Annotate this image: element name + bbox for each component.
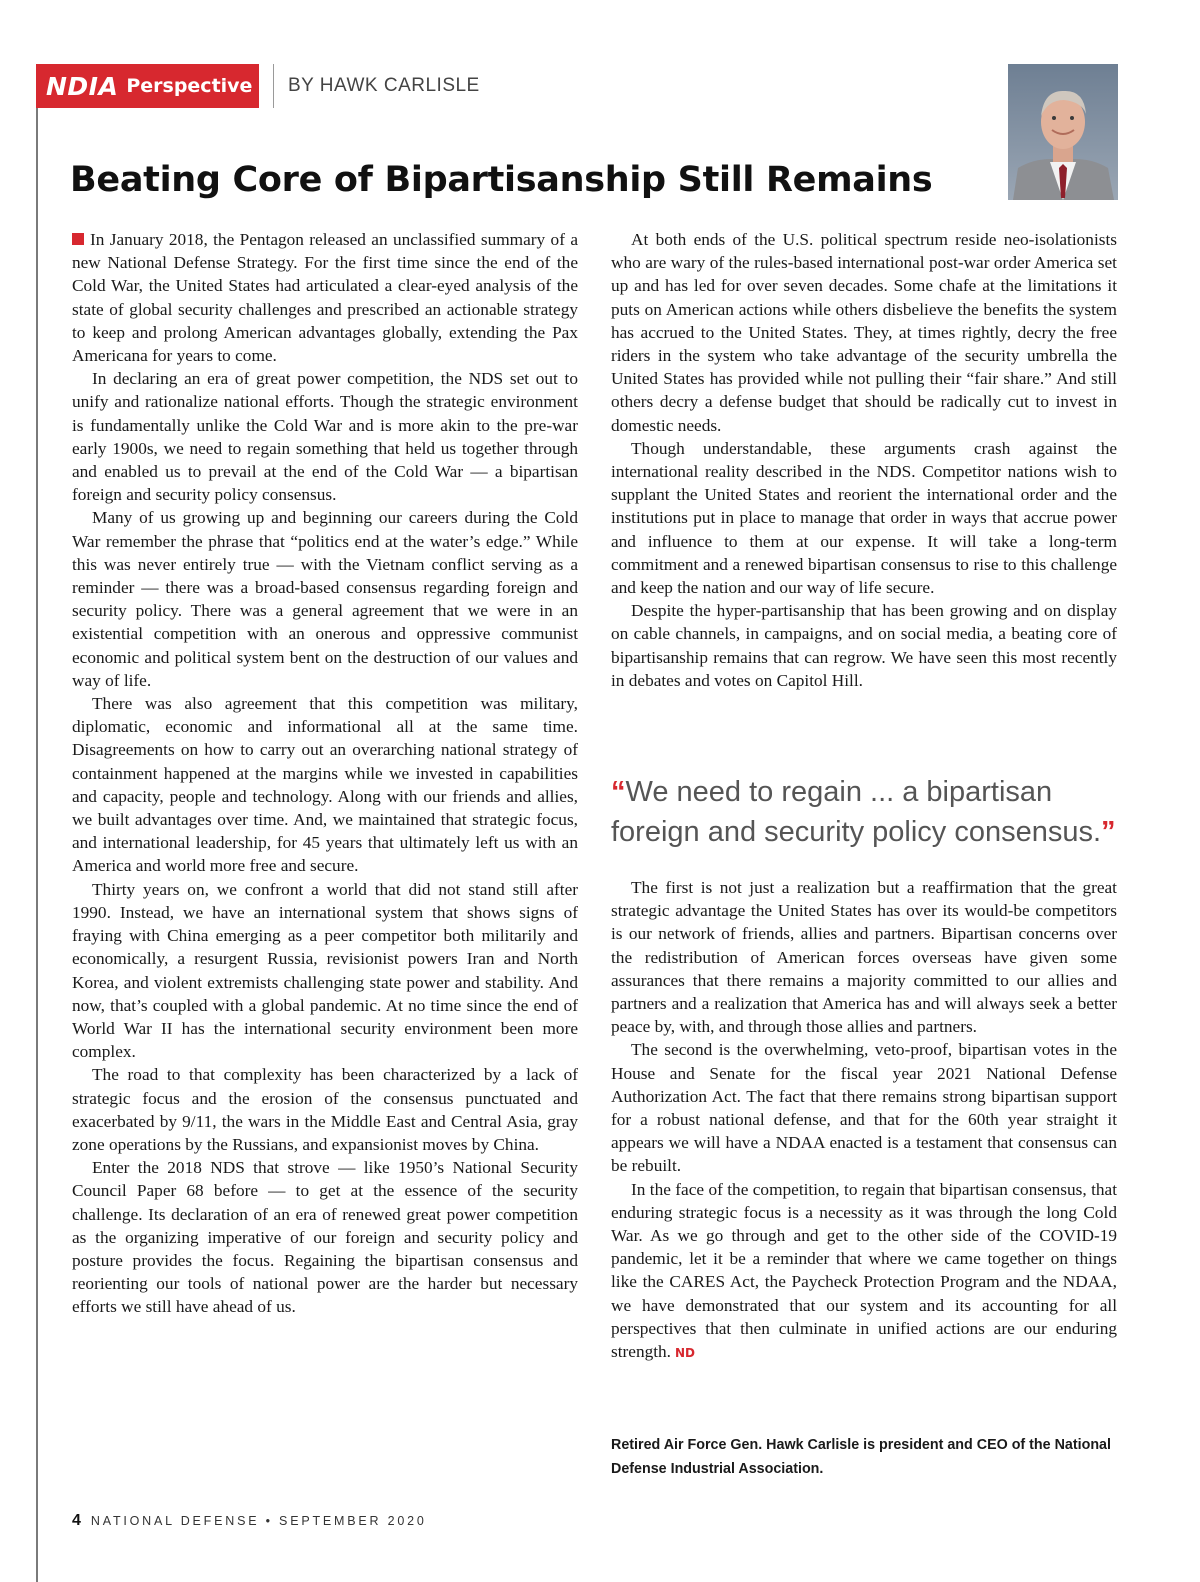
publication-line: NATIONAL DEFENSE • SEPTEMBER 2020 (90, 1514, 427, 1528)
paragraph: In declaring an era of great power competition, the NDS set out to unify and rationalize national efforts. Though the strategic environment is fundamentally unlike the Cold War and is more akin to the pre-war early 1900s, we need to regain something that held us together through and enabled us to prevail at the end of the Cold War — a bipartisan foreign and security policy consensus. (72, 369, 578, 505)
end-mark: ND (675, 1346, 696, 1361)
red-square-icon (72, 233, 84, 245)
paragraph (611, 1178, 1117, 1366)
paragraph: Despite the hyper-partisanship that has been growing and on display on cable channels, in campaigns, and on social media, a beating core of bipartisanship remains that can regrow. We have seen this most recently in debates and votes on Capitol Hill. (611, 601, 1117, 690)
right-column-bottom (611, 876, 1117, 1365)
author-bio: Retired Air Force Gen. Hawk Carlisle is president and CEO of the National Defense Industrial Association. (611, 1437, 1111, 1477)
page-number: 4 (72, 1512, 81, 1529)
page-footer (72, 1512, 427, 1530)
author-portrait (1008, 64, 1118, 200)
ndia-logo: NDIA (46, 71, 119, 101)
section-header (36, 64, 480, 108)
paragraph: Thirty years on, we confront a world that did not stand still after 1990. Instead, we have an international system that shows signs of fraying with China emerging as a peer competitor both militarily and economically, a resurgent Russia, revisionist powers Iran and North Korea, and violent extremists challenging state power and stability. And now, that’s coupled with a global pandemic. At no time since the end of World War II has the international security environment been more complex. (72, 879, 578, 1062)
paragraph: The first is not just a realization but a reaffirmation that the great strategic advantage the United States has over its would-be competitors is our network of friends, allies and partners. Bipartisan concerns over the redistribution of American forces overseas have given some assurances that there remains a majority committed to our allies and partners and a realization that America has and will always seek a better peace by, with, and through those allies and partners. (611, 878, 1117, 1037)
paragraph: The second is the overwhelming, veto-proof, bipartisan votes in the House and Senate for the fiscal year 2021 National Defense Authorization Act. The fact that there remains strong bipartisan support for a robust national defense, and that for the 60th year straight it appears we will have a NDAA enacted is a testament that consensus can be rebuilt. (611, 1040, 1117, 1176)
paragraph: There was also agreement that this competition was military, diplomatic, economic and informational all at the same time. Disagreements on how to carry out an overarching national strategy of containment happened at the margins while we invested in capabilities and capacity, people and technology. Along with our friends and allies, we built advantages over time. And, we maintained that strategic focus, and international leadership, for 45 years that ultimately left us with an America and world more free and secure. (72, 694, 578, 876)
pull-quote-text: We need to regain ... a bipartisan foreign and security policy consensus. (611, 776, 1102, 848)
ndia-perspective-badge (36, 64, 259, 108)
paragraph-text: In January 2018, the Pentagon released an unclassified summary of a new National Defense Strategy. For the first time since the end of the Cold War, the United States had articulated a clear-eyed analysis of the state of global security challenges and prescribed an actionable strategy to keep and prolong American advantages globally, extending the Pax Americana for years to come. (72, 230, 578, 366)
close-quote-mark: ” (1101, 816, 1116, 848)
right-column-top (611, 228, 1117, 692)
open-quote-mark: “ (611, 776, 626, 808)
paragraph (72, 228, 578, 367)
pull-quote (611, 772, 1117, 852)
section-label: Perspective (126, 75, 253, 97)
page-frame-rule (36, 64, 38, 1582)
left-column (72, 228, 578, 1319)
paragraph: At both ends of the U.S. political spectrum reside neo-isolationists who are wary of the rules-based international post-war order America set up and has led for over seven decades. Some chafe at the limitations it puts on American actions while others disbelieve the benefits the system has accrued to the United States. They, at times rightly, decry the free riders in the system who take advantage of the security umbrella the United States has provided while not pulling their “fair share.” And still others decry a defense budget that should be radically cut to invest in domestic needs. (611, 230, 1117, 435)
byline: BY HAWK CARLISLE (273, 64, 480, 108)
author-portrait-illustration (1008, 64, 1118, 200)
paragraph: Enter the 2018 NDS that strove — like 1950’s National Security Council Paper 68 before — to get at the essence of the security challenge. Its declaration of an era of renewed great power competition as the organizing imperative of our foreign and security policy and posture provides the focus. Regaining the bipartisan consensus and reorienting our tools of national power are the harder but necessary efforts we still have ahead of us. (72, 1158, 578, 1317)
article-headline: Beating Core of Bipartisanship Still Remains (70, 160, 933, 200)
paragraph: Though understandable, these arguments crash against the international reality described in the NDS. Competitor nations wish to supplant the United States and reorient the international order and the institutions put in place to manage that order in ways that accrue power and influence to them at our expense. It will take a long-term commitment and a renewed bipartisan consensus to rise to this challenge and keep the nation and our way of life secure. (611, 438, 1117, 598)
paragraph: The road to that complexity has been characterized by a lack of strategic focus and the erosion of the consensus punctuated and exacerbated by 9/11, the wars in the Middle East and Central Asia, gray zone operations by the Russians, and expansionist moves by China. (72, 1065, 578, 1154)
paragraph: Many of us growing up and beginning our careers during the Cold War remember the phrase that “politics end at the water’s edge.” While this was never entirely true — with the Vietnam conflict serving as a reminder — there was a broad-based consensus regarding foreign and security policy. There was a general agreement that we were in an existential competition with an onerous and oppressive communist economic and political system bent on the destruction of our values and way of life. (72, 508, 578, 690)
paragraph-text: In the face of the competition, to regain that bipartisan consensus, that enduring strategic focus is a necessity as it was through the long Cold War. As we go through and get to the other side of the COVID-19 pandemic, let it be a reminder that where we came together on things like the CARES Act, the Paycheck Protection Program and the NDAA, we have demonstrated that our system and its accounting for all perspectives that then culminate in unified actions are our enduring strength. (611, 1179, 1117, 1362)
